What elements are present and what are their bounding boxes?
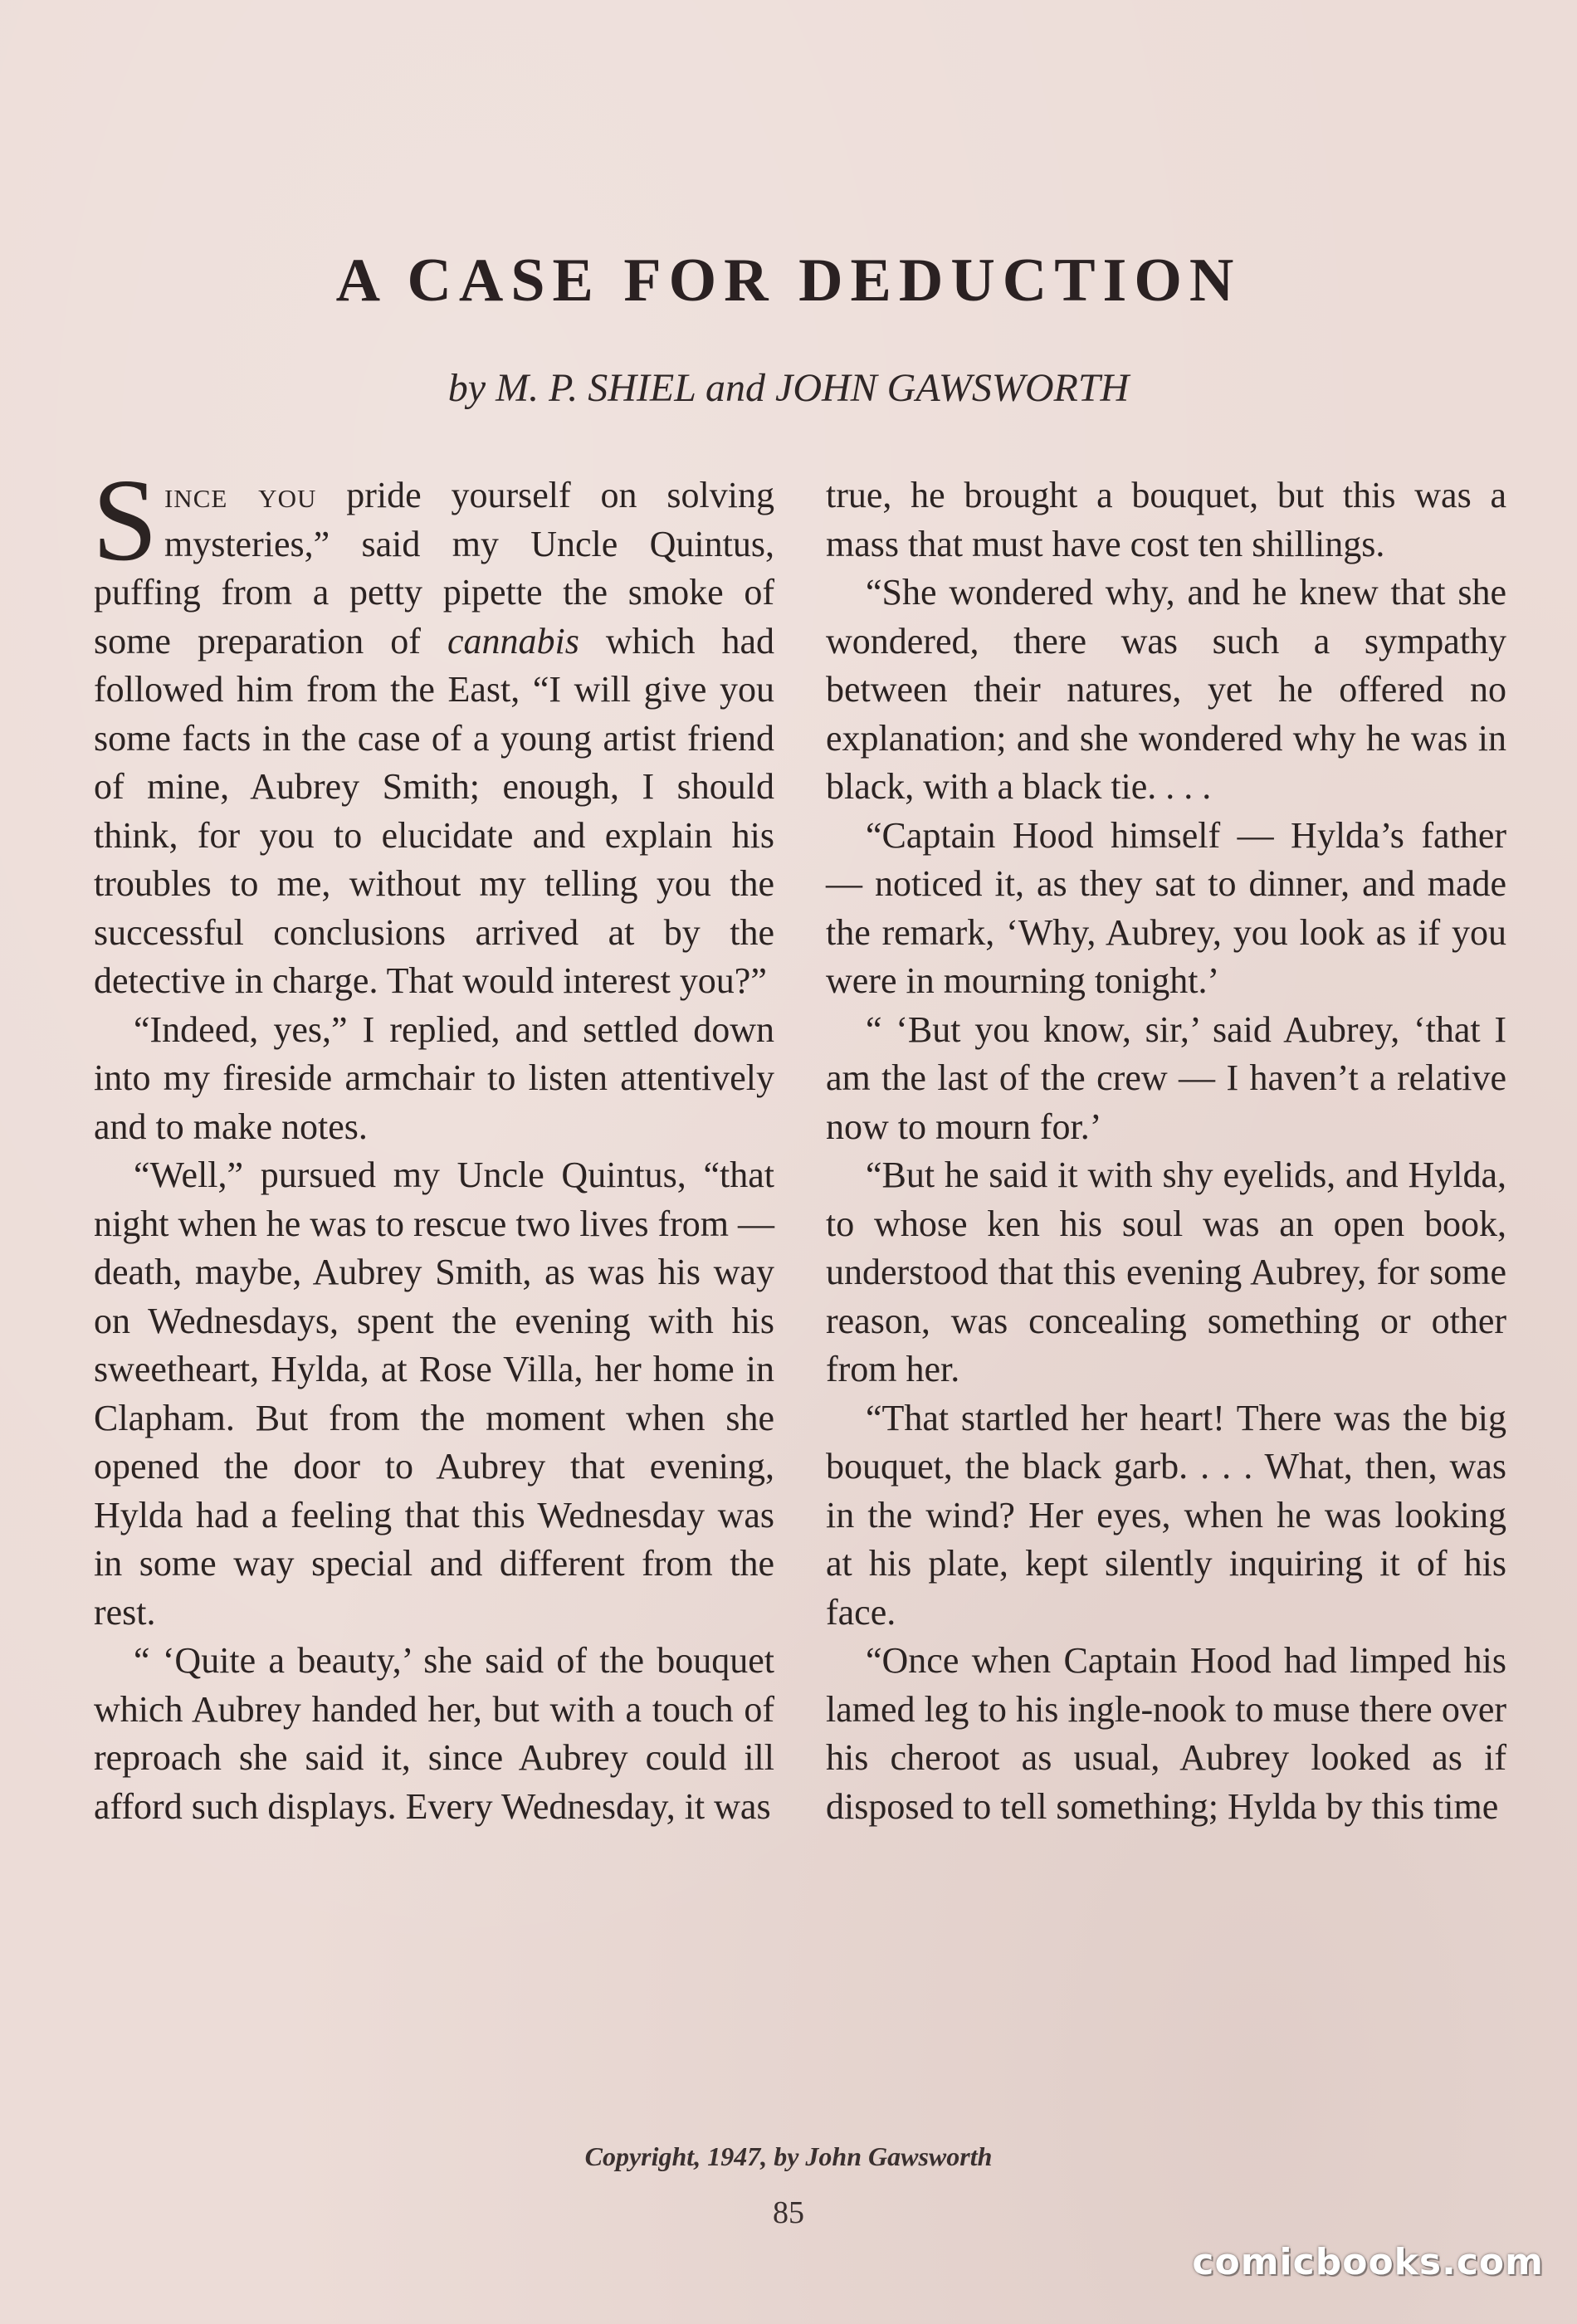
paragraph: “Well,” pursued my Uncle Quintus, “that night when he was to rescue two lives from — death, maybe, Aubrey Smith, as was his way on Wednesdays, spent the evening with his sweetheart, Hylda, at Rose Villa, her home in Clapham. But from the moment when she opened the door to Aubrey that evening, Hylda had a feeling that this Wednesday was in some way special and different from the rest. [94, 1155, 774, 1633]
paragraph: “ ‘But you know, sir,’ said Aubrey, ‘that I am the last of the crew — I haven’t a relative now to mourn for.’ [826, 1008, 1506, 1147]
paragraph: true, he brought a bouquet, but this was a mass that must have cost ten shillings. [826, 475, 1506, 564]
italic-term: cannabis [447, 620, 579, 662]
opening-small-caps: ince you [164, 475, 317, 515]
paragraph: “Captain Hood himself — Hylda’s father — noticed it, as they sat to dinner, and made the remark, ‘Why, Aubrey, you look as if you were in mourning tonight.’ [826, 814, 1506, 1001]
drop-cap: S [92, 454, 158, 585]
paragraph: “That startled her heart! There was the big bouquet, the black garb. . . . What, then, was in the wind? Her eyes, when he was looking at his plate, kept silently inquiring it of his face. [826, 1397, 1506, 1633]
paragraph: “Indeed, yes,” I replied, and settled down into my fireside armchair to listen attentively and to make notes. [94, 1008, 774, 1147]
paragraph: “She wondered why, and he knew that she wondered, there was such a sympathy between their natures, yet he offered no explanation; and she wondered why he was in black, with a black tie. . . . [826, 572, 1506, 807]
paragraph: “But he said it with shy eyelids, and Hylda, to whose ken his soul was an open book, understood that this evening Aubrey, for some reason, was concealing something or other from her. [826, 1155, 1506, 1389]
paragraph: “Once when Captain Hood had limped his lamed leg to his ingle-nook to muse there over his cheroot as usual, Aubrey looked as if disposed to tell something; Hylda by this time [826, 1640, 1506, 1827]
text-columns [92, 454, 1506, 2131]
right-column [826, 471, 1506, 2131]
paragraph-text: which had followed him from the East, “I will give you some facts in the case of a young artist friend of mine, Aubrey Smith; enough, I should think, for you to elucidate and explain his troubles to me, without my telling you the successful conclusions arrived at by the detective in charge. That would interest you?” [94, 620, 775, 1001]
paragraph [92, 454, 775, 1006]
paragraph: “ ‘Quite a beauty,’ she said of the bouquet which Aubrey handed her, but with a touch of reproach she said it, since Aubrey could ill afford such displays. Every Wednesday, it was [94, 1640, 774, 1827]
paragraph-text: pride yourself on solving mysteries,” said my Uncle Quintus, puffing from a petty pipette the smoke of some preparation of [94, 475, 774, 662]
watermark: comicbooks.com [1192, 2241, 1544, 2283]
story-title: A CASE FOR DEDUCTION [335, 247, 1242, 315]
copyright-notice: Copyright, 1947, by John Gawsworth [584, 2141, 993, 2171]
left-column [92, 454, 775, 2131]
story-byline: by M. P. SHIEL and JOHN GAWSWORTH [447, 366, 1130, 410]
page-number: 85 [773, 2195, 804, 2230]
